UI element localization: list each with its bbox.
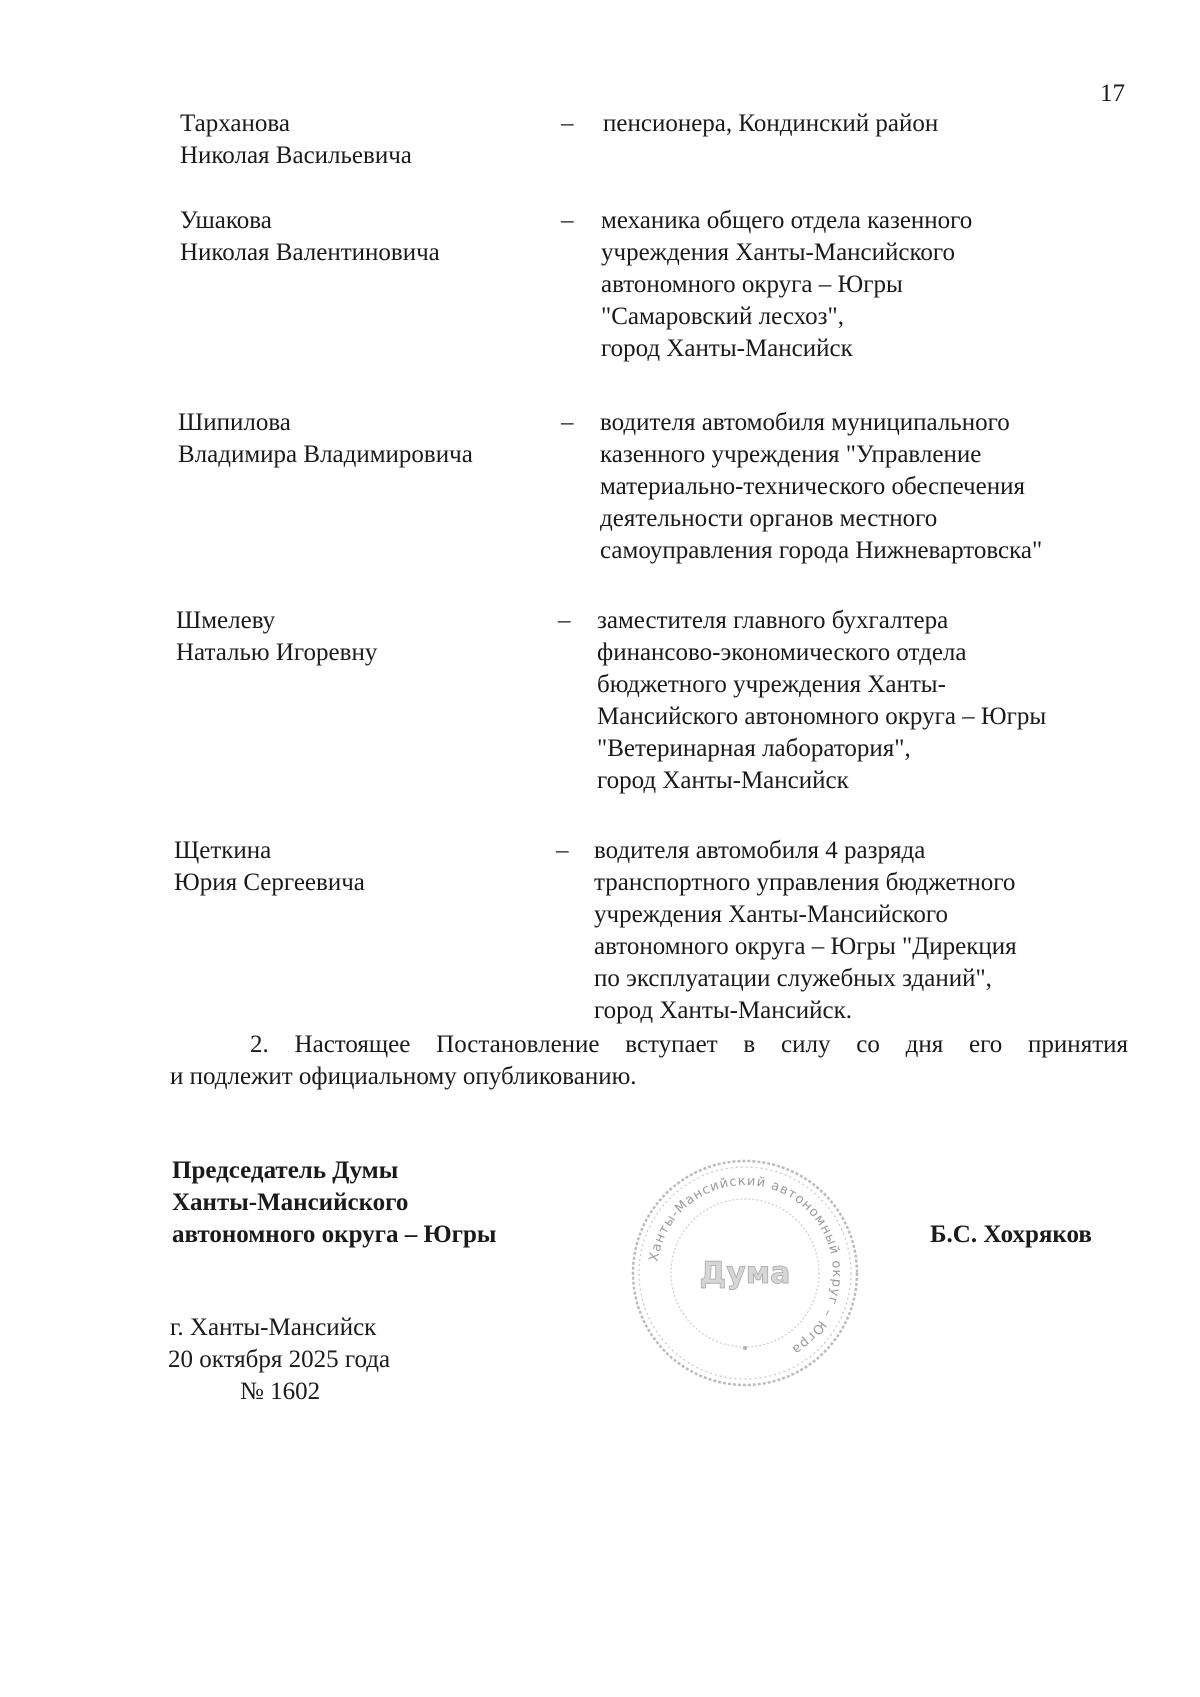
official-seal	[630, 1158, 860, 1388]
entry-position-line: "Ветеринарная лаборатория",	[597, 735, 911, 762]
entry-name-line: Юрия Сергеевича	[174, 869, 365, 896]
entry-name-line: Наталью Игоревну	[176, 639, 378, 666]
entry-dash: –	[561, 409, 574, 436]
signer-name: Б.С. Хохряков	[930, 1221, 1092, 1248]
entry-position-line: казенного учреждения "Управление	[600, 441, 982, 468]
entry-position-line: автономного округа – Югры	[601, 271, 903, 298]
entry-position	[600, 407, 1042, 567]
entry-position-line: город Ханты-Мансийск	[601, 335, 853, 362]
entry-name	[180, 205, 440, 269]
entry-name	[180, 108, 412, 172]
entry-position	[601, 205, 972, 365]
entry-name-line: Шипилова	[178, 409, 291, 436]
entry-name-line: Тарханова	[180, 110, 290, 137]
signer-title	[172, 1155, 496, 1251]
entry-position-line: водителя автомобиля 4 разряда	[594, 837, 926, 864]
entry-position-line: город Ханты-Мансийск	[597, 767, 849, 794]
signer-title-line: Ханты-Мансийского	[172, 1189, 409, 1216]
entry-position-line: механика общего отдела казенного	[601, 207, 973, 234]
entry-position-line: "Самаровский лесхоз",	[601, 303, 844, 330]
entry-position-line: транспортного управления бюджетного	[594, 869, 1016, 896]
entry-name-line: Владимира Владимировича	[178, 441, 473, 468]
entry-position-line: автономного округа – Югры "Дирекция	[594, 933, 1017, 960]
entry-dash: –	[558, 607, 571, 634]
place-of-signing: г. Ханты-Мансийск	[170, 1314, 377, 1341]
entry-name	[176, 605, 377, 669]
entry-name	[174, 835, 365, 899]
entry-name-line: Николая Васильевича	[180, 142, 412, 169]
signer-title-line: Председатель Думы	[172, 1157, 399, 1184]
document-number: № 1602	[240, 1378, 321, 1405]
document-date: 20 октября 2025 года	[168, 1346, 391, 1373]
entry-position	[597, 605, 1046, 797]
seal-ring-text: Ханты-Мансийский автономный округ – Югра	[646, 1173, 845, 1358]
entry-name-line: Шмелеву	[176, 607, 276, 634]
paragraph-line: 2. Настоящее Постановление вступает в силу со дня его принятия	[250, 1031, 1128, 1058]
entry-position-line: финансово-экономического отдела	[597, 639, 967, 666]
entry-dash: –	[556, 837, 569, 864]
entry-position	[603, 108, 938, 140]
entry-dash: –	[561, 110, 574, 137]
entry-position-line: Мансийского автономного округа – Югры	[597, 703, 1047, 730]
entry-position-line: деятельности органов местного	[600, 505, 938, 532]
entry-name-line: Щеткина	[174, 837, 272, 864]
seal-center-text: Дума	[699, 1256, 791, 1291]
entry-position-line: пенсионера, Кондинский район	[603, 110, 939, 137]
entry-name-line: Ушакова	[180, 207, 272, 234]
entry-name	[178, 407, 473, 471]
entry-position-line: заместителя главного бухгалтера	[597, 607, 949, 634]
paragraph-line: и подлежит официальному опубликованию.	[170, 1063, 637, 1090]
entry-position-line: город Ханты-Мансийск.	[594, 997, 853, 1024]
entry-position-line: по эксплуатации служебных зданий",	[594, 965, 992, 992]
entry-position	[594, 835, 1017, 1027]
entry-position-line: учреждения Ханты-Мансийского	[601, 239, 956, 266]
page-number: 17	[1100, 80, 1125, 107]
entry-position-line: бюджетного учреждения Ханты-	[597, 671, 946, 698]
entry-position-line: материально-технического обеспечения	[600, 473, 1025, 500]
entry-position-line: учреждения Ханты-Мансийского	[594, 901, 949, 928]
entry-position-line: водителя автомобиля муниципального	[600, 409, 1010, 436]
paragraph-2	[170, 1029, 1128, 1093]
signer-title-line: автономного округа – Югры	[172, 1221, 497, 1248]
entry-dash: –	[561, 207, 574, 234]
entry-name-line: Николая Валентиновича	[180, 239, 440, 266]
entry-position-line: самоуправления города Нижневартовска"	[600, 537, 1043, 564]
